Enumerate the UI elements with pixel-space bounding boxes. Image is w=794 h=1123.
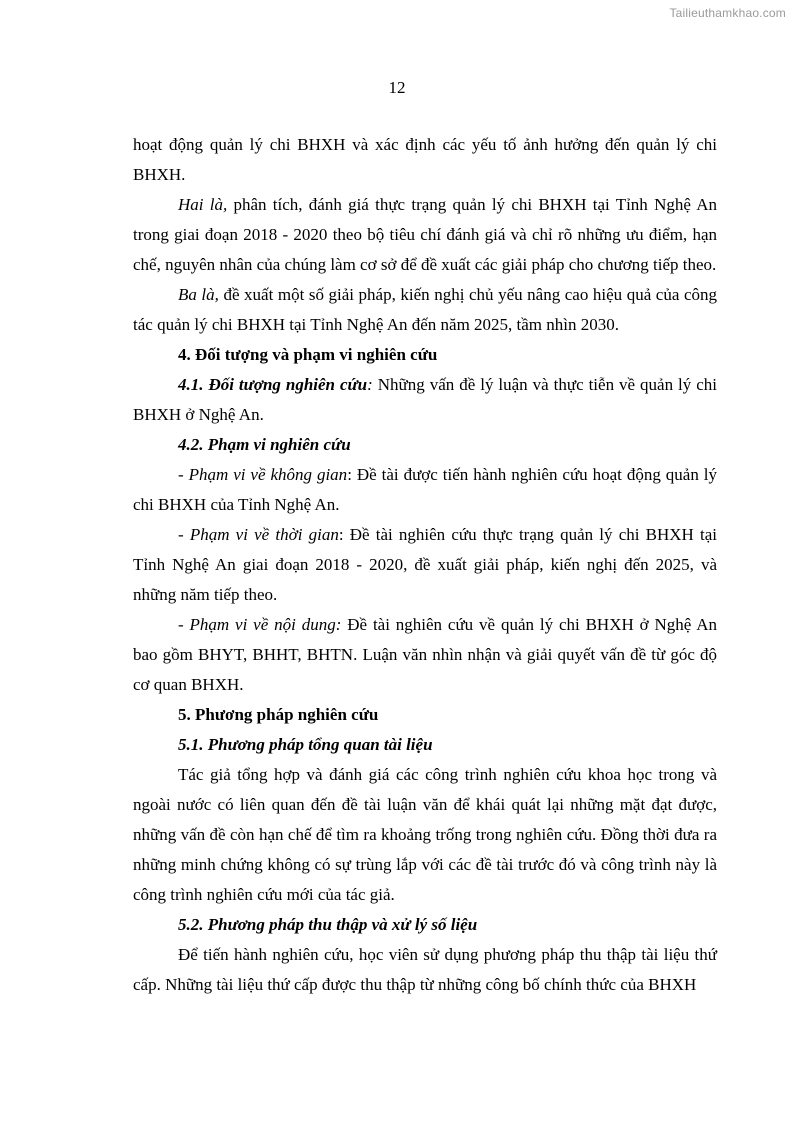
section-heading-5-1: 5.1. Phương pháp tổng quan tài liệu — [178, 735, 433, 754]
paragraph-second-point — [133, 190, 717, 280]
paragraph-lead: Ba là, — [178, 285, 219, 304]
section-heading-4: 4. Đối tượng và phạm vi nghiên cứu — [178, 345, 438, 364]
paragraph-lead: - Phạm vi về thời gian — [178, 525, 339, 544]
section-heading-4-2: 4.2. Phạm vi nghiên cứu — [178, 435, 351, 454]
paragraph-scope-time — [133, 520, 717, 610]
paragraph-lead: - Phạm vi về nội dung: — [178, 615, 342, 634]
page-number: 12 — [388, 78, 406, 97]
colon: : — [367, 375, 373, 394]
paragraph-text: : Đề tài được tiến hành nghiên cứu hoạt động quản lý chi BHXH của Tỉnh Nghệ An. — [133, 465, 717, 514]
paragraph-third-point — [133, 280, 717, 340]
paragraph-lead: Hai là, — [178, 195, 228, 214]
subheading-inline: 4.1. Đối tượng nghiên cứu — [178, 375, 368, 394]
section-heading-5: 5. Phương pháp nghiên cứu — [178, 705, 379, 724]
paragraph-literature-review: Tác giả tổng hợp và đánh giá các công trình nghiên cứu khoa học trong và ngoài nước có liên quan đến đề tài luận văn để khái quát lại những mặt đạt được, những vấn đề còn hạn chế để tìm ra khoảng trống trong nghiên cứu. Đồng thời đưa ra những minh chứng không có sự trùng lắp với các đề tài trước đó và công trình này là công trình nghiên cứu mới của tác giả. — [133, 765, 717, 904]
paragraph-research-object — [133, 370, 717, 430]
paragraph-text: Những vấn đề lý luận và thực tiễn về quản lý chi BHXH ở Nghệ An. — [133, 375, 717, 424]
section-heading-5-2: 5.2. Phương pháp thu thập và xử lý số liệu — [178, 915, 478, 934]
paragraph-scope-content — [133, 610, 717, 700]
paragraph-scope-space — [133, 460, 717, 520]
watermark: Tailieuthamkhao.com — [669, 6, 786, 20]
paragraph-data-collection: Để tiến hành nghiên cứu, học viên sử dụng phương pháp thu thập tài liệu thứ cấp. Những tài liệu thứ cấp được thu thập từ những công bố chính thức của BHXH — [133, 945, 717, 994]
paragraph-text: phân tích, đánh giá thực trạng quản lý chi BHXH tại Tỉnh Nghệ An trong giai đoạn 2018 - 2020 theo bộ tiêu chí đánh giá và chỉ rõ những ưu điểm, hạn chế, nguyên nhân của chúng làm cơ sở để đề xuất các giải pháp cho chương tiếp theo. — [133, 195, 717, 274]
paragraph-continuation: hoạt động quản lý chi BHXH và xác định các yếu tố ảnh hưởng đến quản lý chi BHXH. — [133, 135, 717, 184]
paragraph-text: đề xuất một số giải pháp, kiến nghị chủ yếu nâng cao hiệu quả của công tác quản lý chi BHXH tại Tỉnh Nghệ An đến năm 2025, tầm nhìn 2030. — [133, 285, 717, 334]
paragraph-text: Đề tài nghiên cứu về quản lý chi BHXH ở Nghệ An bao gồm BHYT, BHHT, BHTN. Luận văn nhìn nhận và giải quyết vấn đề từ góc độ cơ quan BHXH. — [133, 615, 717, 694]
document-body — [133, 130, 717, 1000]
paragraph-text: : Đề tài nghiên cứu thực trạng quản lý chi BHXH tại Tỉnh Nghệ An giai đoạn 2018 - 2020, đề xuất giải pháp, kiến nghị đến 2025, và những năm tiếp theo. — [133, 525, 717, 604]
paragraph-lead: - Phạm vi về không gian — [178, 465, 348, 484]
